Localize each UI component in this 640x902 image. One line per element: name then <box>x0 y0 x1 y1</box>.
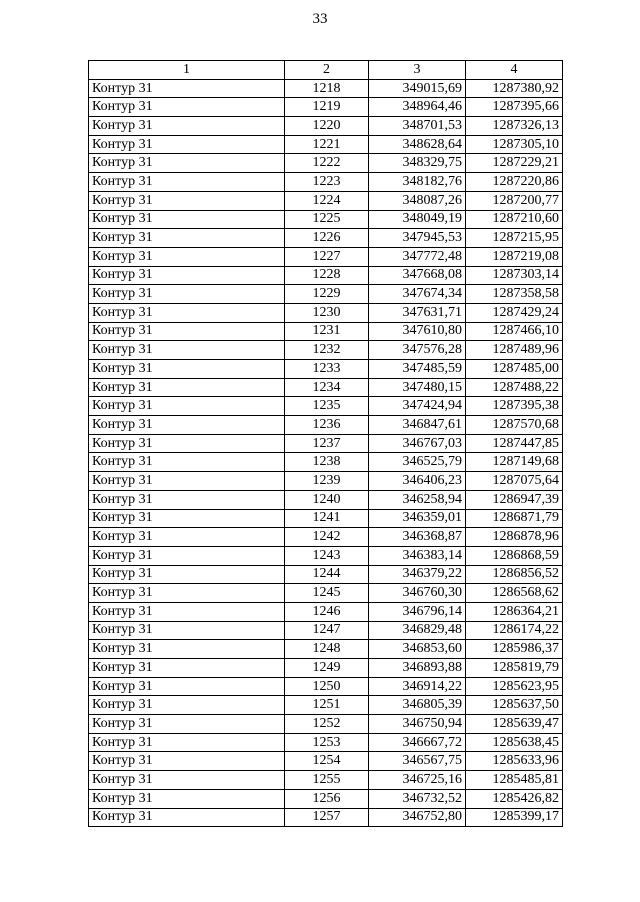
table-row <box>89 360 563 379</box>
x-coordinate-cell: 346750,94 <box>369 715 466 734</box>
table-row <box>89 98 563 117</box>
x-coordinate-cell: 346767,03 <box>369 434 466 453</box>
table-row <box>89 565 563 584</box>
contour-name-cell: Контур 31 <box>89 117 285 136</box>
contour-name-cell: Контур 31 <box>89 715 285 734</box>
point-number-cell: 1238 <box>285 453 369 472</box>
contour-name-cell: Контур 31 <box>89 752 285 771</box>
table-row <box>89 602 563 621</box>
point-number-cell: 1256 <box>285 789 369 808</box>
point-number-cell: 1221 <box>285 135 369 154</box>
point-number-cell: 1232 <box>285 341 369 360</box>
y-coordinate-cell: 1286364,21 <box>466 602 563 621</box>
contour-name-cell: Контур 31 <box>89 434 285 453</box>
contour-name-cell: Контур 31 <box>89 173 285 192</box>
point-number-cell: 1240 <box>285 490 369 509</box>
contour-name-cell: Контур 31 <box>89 677 285 696</box>
table-row <box>89 472 563 491</box>
x-coordinate-cell: 347485,59 <box>369 360 466 379</box>
x-coordinate-cell: 346368,87 <box>369 528 466 547</box>
contour-name-cell: Контур 31 <box>89 771 285 790</box>
contour-name-cell: Контур 31 <box>89 528 285 547</box>
x-coordinate-cell: 346752,80 <box>369 808 466 827</box>
point-number-cell: 1241 <box>285 509 369 528</box>
table-row <box>89 322 563 341</box>
contour-name-cell: Контур 31 <box>89 808 285 827</box>
point-number-cell: 1220 <box>285 117 369 136</box>
y-coordinate-cell: 1286947,39 <box>466 490 563 509</box>
contour-name-cell: Контур 31 <box>89 546 285 565</box>
x-coordinate-cell: 349015,69 <box>369 79 466 98</box>
contour-name-cell: Контур 31 <box>89 79 285 98</box>
y-coordinate-cell: 1285639,47 <box>466 715 563 734</box>
contour-name-cell: Контур 31 <box>89 416 285 435</box>
point-number-cell: 1235 <box>285 397 369 416</box>
x-coordinate-cell: 347631,71 <box>369 303 466 322</box>
point-number-cell: 1237 <box>285 434 369 453</box>
point-number-cell: 1252 <box>285 715 369 734</box>
point-number-cell: 1242 <box>285 528 369 547</box>
y-coordinate-cell: 1287380,92 <box>466 79 563 98</box>
point-number-cell: 1255 <box>285 771 369 790</box>
table-row <box>89 490 563 509</box>
x-coordinate-cell: 347424,94 <box>369 397 466 416</box>
page-number: 33 <box>312 11 328 27</box>
x-coordinate-cell: 348329,75 <box>369 154 466 173</box>
table-row <box>89 509 563 528</box>
x-coordinate-cell: 348182,76 <box>369 173 466 192</box>
point-number-cell: 1246 <box>285 602 369 621</box>
x-coordinate-cell: 346914,22 <box>369 677 466 696</box>
x-coordinate-cell: 348964,46 <box>369 98 466 117</box>
x-coordinate-cell: 347945,53 <box>369 229 466 248</box>
contour-name-cell: Контур 31 <box>89 341 285 360</box>
y-coordinate-cell: 1286568,62 <box>466 584 563 603</box>
x-coordinate-cell: 346379,22 <box>369 565 466 584</box>
y-coordinate-cell: 1286878,96 <box>466 528 563 547</box>
x-coordinate-cell: 348087,26 <box>369 191 466 210</box>
y-coordinate-cell: 1285399,17 <box>466 808 563 827</box>
x-coordinate-cell: 346893,88 <box>369 659 466 678</box>
point-number-cell: 1251 <box>285 696 369 715</box>
contour-name-cell: Контур 31 <box>89 472 285 491</box>
contour-name-cell: Контур 31 <box>89 733 285 752</box>
table-body <box>89 79 563 827</box>
contour-name-cell: Контур 31 <box>89 135 285 154</box>
contour-name-cell: Контур 31 <box>89 789 285 808</box>
table-row <box>89 210 563 229</box>
point-number-cell: 1223 <box>285 173 369 192</box>
point-number-cell: 1233 <box>285 360 369 379</box>
x-coordinate-cell: 346383,14 <box>369 546 466 565</box>
point-number-cell: 1224 <box>285 191 369 210</box>
table-row <box>89 154 563 173</box>
x-coordinate-cell: 346732,52 <box>369 789 466 808</box>
point-number-cell: 1248 <box>285 640 369 659</box>
table-row <box>89 135 563 154</box>
point-number-cell: 1225 <box>285 210 369 229</box>
column-header: 3 <box>369 61 466 80</box>
point-number-cell: 1250 <box>285 677 369 696</box>
point-number-cell: 1236 <box>285 416 369 435</box>
point-number-cell: 1254 <box>285 752 369 771</box>
point-number-cell: 1243 <box>285 546 369 565</box>
point-number-cell: 1245 <box>285 584 369 603</box>
contour-name-cell: Контур 31 <box>89 453 285 472</box>
y-coordinate-cell: 1287395,66 <box>466 98 563 117</box>
y-coordinate-cell: 1285637,50 <box>466 696 563 715</box>
x-coordinate-cell: 346760,30 <box>369 584 466 603</box>
x-coordinate-cell: 346258,94 <box>369 490 466 509</box>
y-coordinate-cell: 1287220,86 <box>466 173 563 192</box>
table-row <box>89 173 563 192</box>
point-number-cell: 1253 <box>285 733 369 752</box>
table-row <box>89 303 563 322</box>
table-row <box>89 546 563 565</box>
contour-name-cell: Контур 31 <box>89 285 285 304</box>
column-header: 2 <box>285 61 369 80</box>
table-row <box>89 247 563 266</box>
contour-name-cell: Контур 31 <box>89 659 285 678</box>
y-coordinate-cell: 1285426,82 <box>466 789 563 808</box>
table-row <box>89 229 563 248</box>
point-number-cell: 1230 <box>285 303 369 322</box>
y-coordinate-cell: 1287447,85 <box>466 434 563 453</box>
contour-name-cell: Контур 31 <box>89 191 285 210</box>
x-coordinate-cell: 348049,19 <box>369 210 466 229</box>
contour-name-cell: Контур 31 <box>89 378 285 397</box>
x-coordinate-cell: 346847,61 <box>369 416 466 435</box>
x-coordinate-cell: 346406,23 <box>369 472 466 491</box>
point-number-cell: 1228 <box>285 266 369 285</box>
contour-name-cell: Контур 31 <box>89 360 285 379</box>
contour-name-cell: Контур 31 <box>89 621 285 640</box>
table-row <box>89 808 563 827</box>
y-coordinate-cell: 1287395,38 <box>466 397 563 416</box>
y-coordinate-cell: 1285819,79 <box>466 659 563 678</box>
point-number-cell: 1234 <box>285 378 369 397</box>
point-number-cell: 1218 <box>285 79 369 98</box>
contour-name-cell: Контур 31 <box>89 210 285 229</box>
table-row <box>89 416 563 435</box>
x-coordinate-cell: 347576,28 <box>369 341 466 360</box>
x-coordinate-cell: 346525,79 <box>369 453 466 472</box>
y-coordinate-cell: 1287358,58 <box>466 285 563 304</box>
x-coordinate-cell: 346725,16 <box>369 771 466 790</box>
table-row <box>89 584 563 603</box>
table-row <box>89 378 563 397</box>
table-row <box>89 117 563 136</box>
y-coordinate-cell: 1287570,68 <box>466 416 563 435</box>
y-coordinate-cell: 1287219,08 <box>466 247 563 266</box>
y-coordinate-cell: 1287303,14 <box>466 266 563 285</box>
y-coordinate-cell: 1287466,10 <box>466 322 563 341</box>
contour-name-cell: Контур 31 <box>89 303 285 322</box>
x-coordinate-cell: 346796,14 <box>369 602 466 621</box>
table-row <box>89 453 563 472</box>
table-row <box>89 434 563 453</box>
y-coordinate-cell: 1287200,77 <box>466 191 563 210</box>
point-number-cell: 1239 <box>285 472 369 491</box>
x-coordinate-cell: 346667,72 <box>369 733 466 752</box>
y-coordinate-cell: 1287215,95 <box>466 229 563 248</box>
table-row <box>89 266 563 285</box>
x-coordinate-cell: 346805,39 <box>369 696 466 715</box>
y-coordinate-cell: 1287326,13 <box>466 117 563 136</box>
contour-name-cell: Контур 31 <box>89 565 285 584</box>
y-coordinate-cell: 1285485,81 <box>466 771 563 790</box>
y-coordinate-cell: 1287229,21 <box>466 154 563 173</box>
y-coordinate-cell: 1287429,24 <box>466 303 563 322</box>
y-coordinate-cell: 1285623,95 <box>466 677 563 696</box>
column-header: 4 <box>466 61 563 80</box>
table-row <box>89 752 563 771</box>
y-coordinate-cell: 1286871,79 <box>466 509 563 528</box>
point-number-cell: 1226 <box>285 229 369 248</box>
contour-name-cell: Контур 31 <box>89 509 285 528</box>
contour-name-cell: Контур 31 <box>89 584 285 603</box>
y-coordinate-cell: 1285986,37 <box>466 640 563 659</box>
y-coordinate-cell: 1287485,00 <box>466 360 563 379</box>
x-coordinate-cell: 347610,80 <box>369 322 466 341</box>
contour-name-cell: Контур 31 <box>89 696 285 715</box>
x-coordinate-cell: 346359,01 <box>369 509 466 528</box>
x-coordinate-cell: 346853,60 <box>369 640 466 659</box>
y-coordinate-cell: 1287305,10 <box>466 135 563 154</box>
point-number-cell: 1231 <box>285 322 369 341</box>
y-coordinate-cell: 1285638,45 <box>466 733 563 752</box>
point-number-cell: 1244 <box>285 565 369 584</box>
y-coordinate-cell: 1286856,52 <box>466 565 563 584</box>
table-row <box>89 397 563 416</box>
point-number-cell: 1227 <box>285 247 369 266</box>
y-coordinate-cell: 1286868,59 <box>466 546 563 565</box>
contour-name-cell: Контур 31 <box>89 397 285 416</box>
table-row <box>89 789 563 808</box>
table-row <box>89 771 563 790</box>
point-number-cell: 1219 <box>285 98 369 117</box>
table-row <box>89 696 563 715</box>
contour-name-cell: Контур 31 <box>89 247 285 266</box>
contour-name-cell: Контур 31 <box>89 229 285 248</box>
x-coordinate-cell: 347772,48 <box>369 247 466 266</box>
point-number-cell: 1229 <box>285 285 369 304</box>
contour-name-cell: Контур 31 <box>89 154 285 173</box>
column-header: 1 <box>89 61 285 80</box>
contour-name-cell: Контур 31 <box>89 322 285 341</box>
table-header-row <box>89 61 563 80</box>
point-number-cell: 1247 <box>285 621 369 640</box>
y-coordinate-cell: 1285633,96 <box>466 752 563 771</box>
x-coordinate-cell: 347674,34 <box>369 285 466 304</box>
y-coordinate-cell: 1287149,68 <box>466 453 563 472</box>
x-coordinate-cell: 347668,08 <box>369 266 466 285</box>
y-coordinate-cell: 1287075,64 <box>466 472 563 491</box>
contour-name-cell: Контур 31 <box>89 602 285 621</box>
contour-name-cell: Контур 31 <box>89 98 285 117</box>
point-number-cell: 1257 <box>285 808 369 827</box>
x-coordinate-cell: 348701,53 <box>369 117 466 136</box>
contour-name-cell: Контур 31 <box>89 640 285 659</box>
table-row <box>89 640 563 659</box>
table-row <box>89 285 563 304</box>
contour-name-cell: Контур 31 <box>89 266 285 285</box>
x-coordinate-cell: 348628,64 <box>369 135 466 154</box>
y-coordinate-cell: 1286174,22 <box>466 621 563 640</box>
table-row <box>89 528 563 547</box>
contour-name-cell: Контур 31 <box>89 490 285 509</box>
table-row <box>89 715 563 734</box>
point-number-cell: 1249 <box>285 659 369 678</box>
x-coordinate-cell: 346567,75 <box>369 752 466 771</box>
y-coordinate-cell: 1287488,22 <box>466 378 563 397</box>
table-row <box>89 659 563 678</box>
point-number-cell: 1222 <box>285 154 369 173</box>
table-row <box>89 341 563 360</box>
x-coordinate-cell: 346829,48 <box>369 621 466 640</box>
table-row <box>89 79 563 98</box>
table-row <box>89 677 563 696</box>
table-row <box>89 191 563 210</box>
table-row <box>89 621 563 640</box>
coordinates-table <box>88 60 563 827</box>
table-row <box>89 733 563 752</box>
x-coordinate-cell: 347480,15 <box>369 378 466 397</box>
y-coordinate-cell: 1287489,96 <box>466 341 563 360</box>
y-coordinate-cell: 1287210,60 <box>466 210 563 229</box>
